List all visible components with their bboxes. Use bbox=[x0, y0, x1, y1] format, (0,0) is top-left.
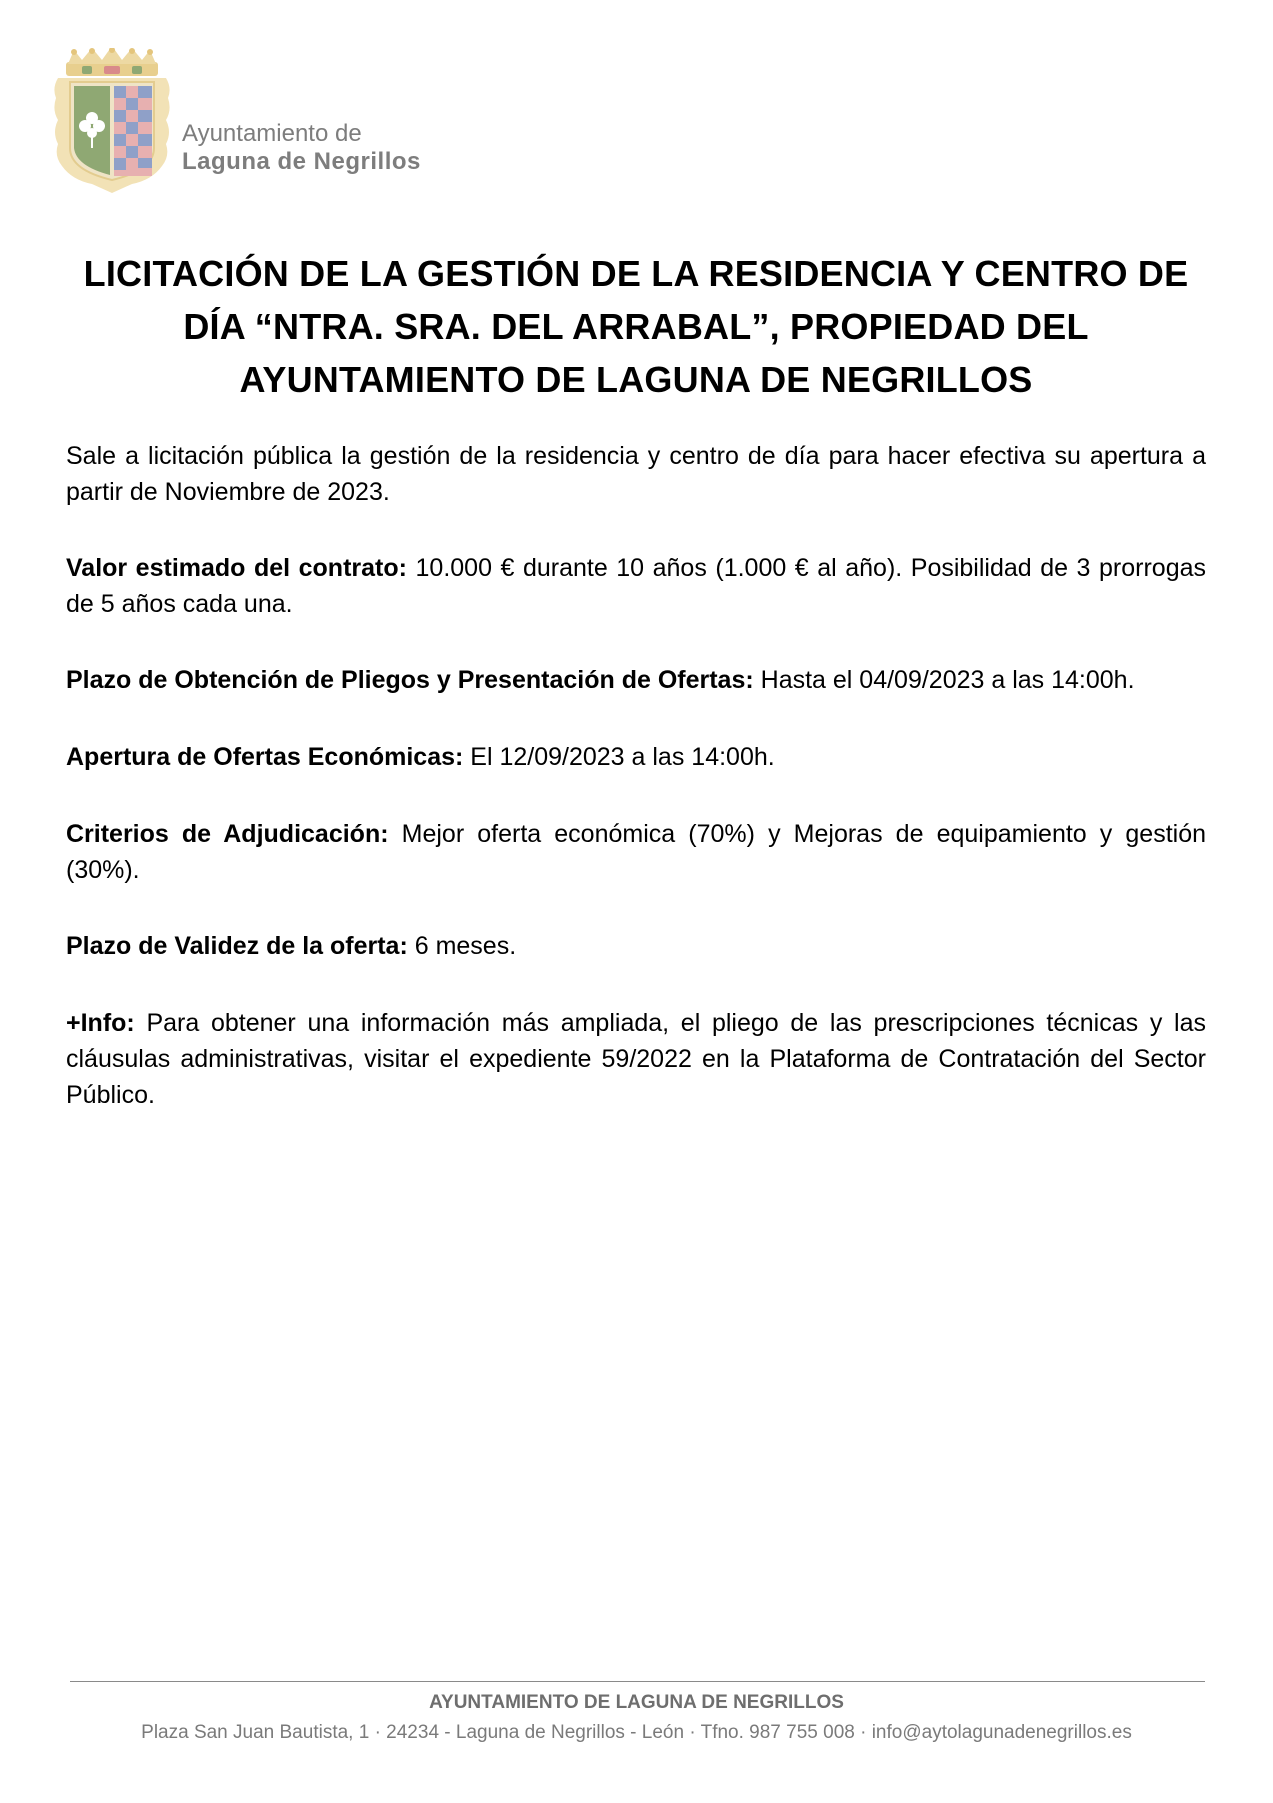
info-paragraph bbox=[66, 1005, 1206, 1113]
deadline-text: Hasta el 04/09/2023 a las 14:00h. bbox=[753, 666, 1135, 694]
contract-value-label: Valor estimado del contrato: bbox=[66, 554, 407, 582]
document-title bbox=[66, 247, 1206, 406]
crown-icon bbox=[66, 48, 158, 76]
footer-address: Plaza San Juan Bautista, 1 · 24234 - Laguna de Negrillos - León · Tfno. 987 755 008 · info@aytolagunadenegrillos.es bbox=[141, 1722, 1132, 1743]
contract-value-paragraph bbox=[66, 550, 1206, 622]
criteria-label: Criterios de Adjudicación: bbox=[66, 820, 389, 848]
coat-of-arms-icon bbox=[52, 48, 172, 193]
organization-name bbox=[182, 120, 421, 176]
footer-divider bbox=[70, 1681, 1205, 1682]
opening-label: Apertura de Ofertas Económicas: bbox=[66, 743, 464, 771]
title-line: DÍA “NTRA. SRA. DEL ARRABAL”, PROPIEDAD DEL bbox=[183, 306, 1089, 347]
intro-paragraph: Sale a licitación pública la gestión de la residencia y centro de día para hacer efectiva su apertura a partir de Noviembre de 2023. bbox=[66, 442, 1206, 506]
document-body bbox=[66, 438, 1206, 1153]
title-line: LICITACIÓN DE LA GESTIÓN DE LA RESIDENCIA Y CENTRO DE bbox=[83, 253, 1189, 294]
title-line: AYUNTAMIENTO DE LAGUNA DE NEGRILLOS bbox=[239, 359, 1033, 400]
org-line-2: Laguna de Negrillos bbox=[182, 148, 421, 175]
validity-text: 6 meses. bbox=[407, 932, 517, 960]
org-line-1: Ayuntamiento de bbox=[182, 120, 362, 147]
info-text: Para obtener una información más ampliada, el pliego de las prescripciones técnicas y las cláusulas administrativas, visitar el expediente 59/2022 en la Plataforma de Contratación del Sector Público. bbox=[66, 1009, 1206, 1109]
validity-label: Plazo de Validez de la oferta: bbox=[66, 932, 408, 960]
validity-paragraph bbox=[66, 928, 1206, 964]
deadline-paragraph bbox=[66, 662, 1206, 698]
opening-paragraph bbox=[66, 739, 1206, 775]
letterhead bbox=[52, 48, 472, 198]
opening-text: El 12/09/2023 a las 14:00h. bbox=[463, 743, 775, 771]
criteria-text: Mejor oferta económica (70%) y Mejoras de equipamiento y gestión (30%). bbox=[66, 820, 1207, 884]
contract-value-text: 10.000 € durante 10 años (1.000 € al año). Posibilidad de 3 prorrogas de 5 años cada una. bbox=[66, 554, 1206, 618]
footer-organization: AYUNTAMIENTO DE LAGUNA DE NEGRILLOS bbox=[429, 1692, 844, 1713]
deadline-label: Plazo de Obtención de Pliegos y Presentación de Ofertas: bbox=[66, 666, 754, 694]
criteria-paragraph bbox=[66, 816, 1206, 888]
info-label: +Info: bbox=[66, 1009, 135, 1037]
